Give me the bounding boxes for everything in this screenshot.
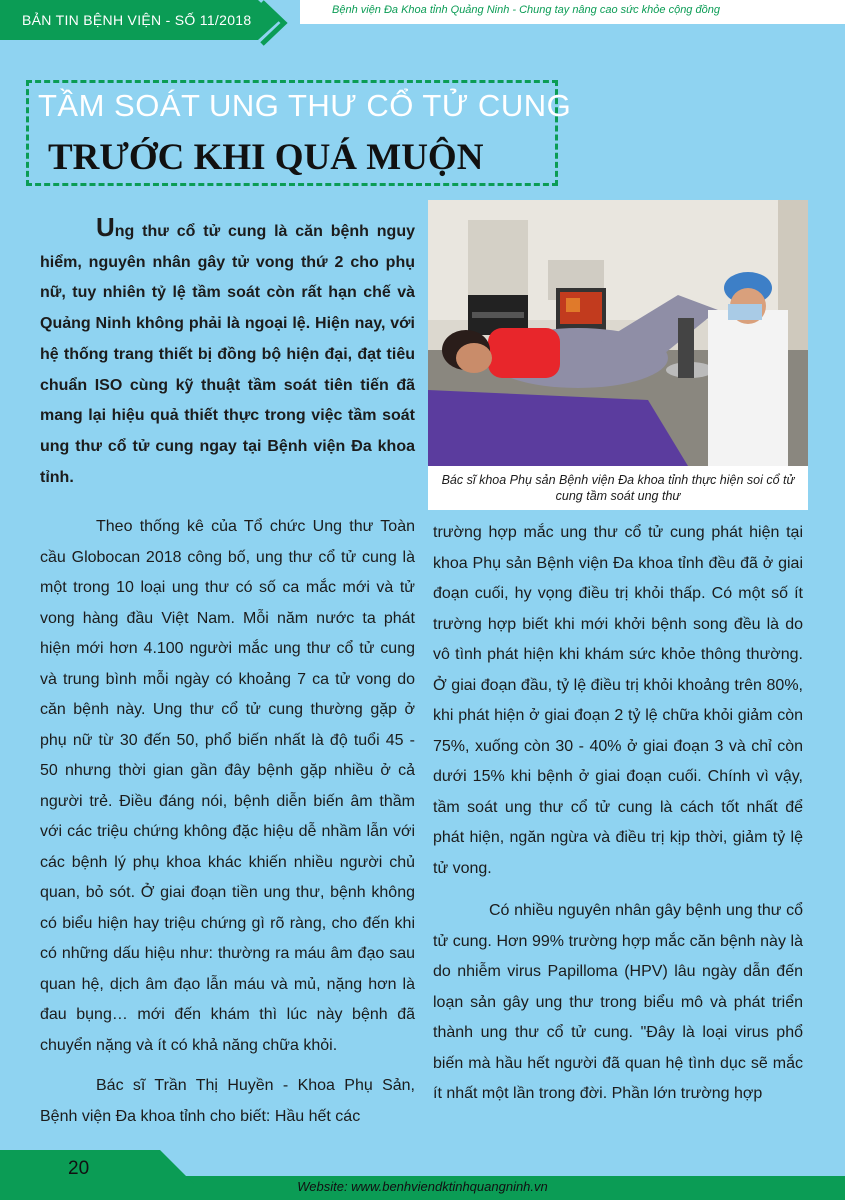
tagline-text: Bệnh viện Đa Khoa tỉnh Quảng Ninh - Chung tay nâng cao sức khỏe cộng đồng: [332, 4, 720, 16]
tagline-strip: [300, 0, 845, 24]
body-paragraph-2: Bác sĩ Trần Thị Huyền - Khoa Phụ Sản, Bệnh viện Đa khoa tỉnh cho biết: Hầu hết các: [40, 1077, 415, 1125]
article-lead: [40, 212, 415, 493]
header-bar: [0, 0, 845, 46]
right-column-continued: [433, 518, 803, 884]
left-column: [40, 512, 415, 1132]
website-link[interactable]: Website: www.benhviendktinhquangninh.vn: [297, 1179, 548, 1194]
article-title-line2: TRƯỚC KHI QUÁ MUỘN: [48, 137, 484, 178]
body-paragraph-3: Có nhiều nguyên nhân gây bệnh ung thư cổ tử cung. Hơn 99% trường hợp mắc căn bệnh này là do nhiễm virus Papilloma (HPV) lâu ngày dẫn đến loạn sản gây ung thư trong biểu mô và phát triển thành ung thư cổ tử cung. "Đây là loại virus phổ biến mà hầu hết người đã quan hệ tình dục sẽ mắc ít nhất một lần trong đời. Phần lớn trường hợp: [433, 902, 803, 1102]
article-title-line1: TẦM SOÁT UNG THƯ CỔ TỬ CUNG: [38, 88, 572, 123]
right-column-paragraph: [433, 896, 803, 1110]
page-number: 20: [68, 1158, 90, 1179]
lead-text: ng thư cổ tử cung là căn bệnh nguy hiểm, nguyên nhân gây tử vong thứ 2 cho phụ nữ, tuy nhiên tỷ lệ tầm soát còn rất hạn chế và Quảng Ninh không phải là ngoại lệ. Hiện nay, với hệ thống trang thiết bị đồng bộ hiện đại, đạt tiêu chuẩn ISO cùng kỹ thuật tầm soát tiên tiến đã mang lại hiệu quả thiết thực trong việc tầm soát ung thư cổ tử cung ngay tại Bệnh viện Đa khoa tỉnh.: [40, 223, 415, 486]
chevron-decoration-icon: [250, 0, 294, 46]
issue-tag: BẢN TIN BỆNH VIỆN - SỐ 11/2018: [0, 0, 258, 40]
photo-illustration: [428, 200, 808, 466]
photo-caption: Bác sĩ khoa Phụ sản Bệnh viện Đa khoa tỉnh thực hiện soi cổ tử cung tầm soát ung thư: [428, 466, 808, 510]
lead-drop-cap: U: [96, 212, 115, 242]
body-paragraph-2-continued: trường hợp mắc ung thư cổ tử cung phát hiện tại khoa Phụ sản Bệnh viện Đa khoa tỉnh đều đã ở giai đoạn cuối, hy vọng điều trị khỏi thấp. Có một số ít trường hợp biết khi mới khởi bệnh song đều là do vô tình phát hiện khi khám sức khỏe thông thường. Ở giai đoạn đầu, tỷ lệ điều trị khỏi khoảng trên 80%, khi phát hiện ở giai đoạn 2 tỷ lệ chữa khỏi giảm còn 75%, xuống còn 30 - 40% ở giai đoạn 3 và chỉ còn dưới 15% khi bệnh ở giai đoạn cuối. Chính vì vậy, tầm soát ung thư cổ tử cung là cách tốt nhất để phát hiện, ngăn ngừa và điều trị kịp thời, giảm tỷ lệ tử vong.: [433, 524, 803, 877]
body-paragraph-1: Theo thống kê của Tổ chức Ung thư Toàn cầu Globocan 2018 công bố, ung thư cổ tử cung là một trong 10 loại ung thư có số ca mắc mới và tử vong hàng đầu Việt Nam. Mỗi năm nước ta phát hiện mới hơn 4.100 người mắc ung thư cổ tử cung và trung bình mỗi ngày có khoảng 7 ca tử vong do căn bệnh này. Ung thư cổ tử cung thường gặp ở phụ nữ từ 30 đến 50, phổ biến nhất là độ tuổi 45 - 50 nhưng thời gian gần đây bệnh gặp nhiều ở cả người trẻ. Điều đáng nói, bệnh diễn biến âm thầm với các triệu chứng không đặc hiệu dễ nhầm lẫn với các bệnh lý phụ khoa khác khiến nhiều người chủ quan, bỏ sót. Ở giai đoạn tiền ung thư, bệnh không có biểu hiện hay triệu chứng gì rõ ràng, cho đến khi có những dấu hiệu như: thường ra máu âm đạo sau quan hệ, dịch âm đạo lẫn máu và mủ, nặng hơn là đau bụng… mới đến khám thì lúc này bệnh đã chuyển nặng và ít có khả năng chữa khỏi.: [40, 518, 415, 1054]
article-photo: [428, 200, 808, 466]
